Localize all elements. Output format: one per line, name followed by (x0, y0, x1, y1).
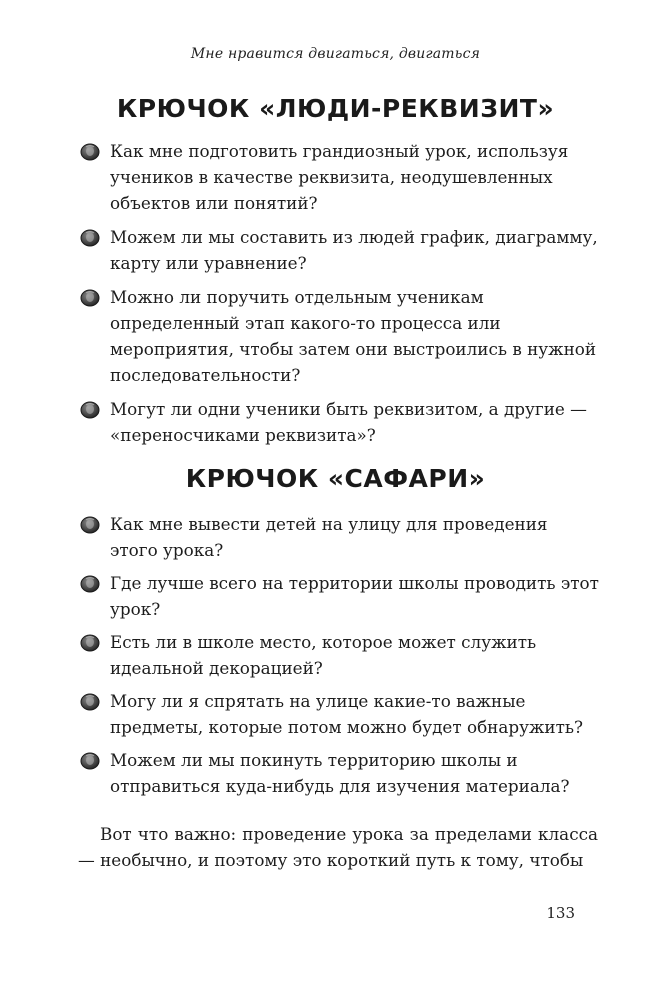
list-item-text: Могу ли я спрятать на улице какие-то важные предметы, которые потом можно будет обнаружить? (110, 691, 584, 737)
list-item-text: Есть ли в школе место, которое может служить идеальной декорацией? (110, 632, 537, 678)
bullet-list-people-props (80, 138, 600, 456)
list-item-text: Можем ли мы составить из людей график, диаграмму, карту или уравнение? (110, 227, 598, 273)
footprint-icon (80, 515, 100, 533)
footprint-icon (80, 633, 100, 651)
list-item (80, 224, 600, 276)
page-number: 133 (546, 904, 575, 922)
list-item (80, 396, 600, 448)
body-paragraph: Вот что важно: проведение урока за пределами класса — необычно, и поэтому это короткий путь к тому, чтобы (78, 824, 598, 870)
list-item (80, 629, 600, 681)
footprint-icon (80, 142, 100, 160)
list-item-text: Как мне вывести детей на улицу для проведения этого урока? (110, 514, 548, 560)
footprint-icon (80, 574, 100, 592)
footprint-icon (80, 692, 100, 710)
list-item (80, 688, 600, 740)
list-item-text: Можно ли поручить отдельным ученикам определенный этап какого-то процесса или мероприятия, чтобы затем они выстроились в нужной последовательности? (110, 287, 597, 385)
list-item (80, 747, 600, 799)
list-item (80, 570, 600, 622)
footprint-icon (80, 751, 100, 769)
bullet-list-safari (80, 511, 600, 806)
list-item-text: Могут ли одни ученики быть реквизитом, а другие — «переносчиками реквизита»? (110, 399, 587, 445)
running-head: Мне нравится двигаться, двигаться (190, 46, 481, 62)
list-item (80, 511, 600, 563)
list-item (80, 138, 600, 216)
list-item (80, 284, 600, 388)
section-title-safari: КРЮЧОК «САФАРИ» (185, 464, 486, 493)
list-item-text: Можем ли мы покинуть территорию школы и отправиться куда-нибудь для изучения материала? (110, 750, 570, 796)
footprint-icon (80, 400, 100, 418)
list-item-text: Где лучше всего на территории школы проводить этот урок? (110, 573, 599, 619)
footprint-icon (80, 288, 100, 306)
section-title-people-props: КРЮЧОК «ЛЮДИ-РЕКВИЗИТ» (116, 94, 555, 123)
footprint-icon (80, 228, 100, 246)
list-item-text: Как мне подготовить грандиозный урок, используя учеников в качестве реквизита, неодушевленных объектов или понятий? (110, 141, 569, 213)
